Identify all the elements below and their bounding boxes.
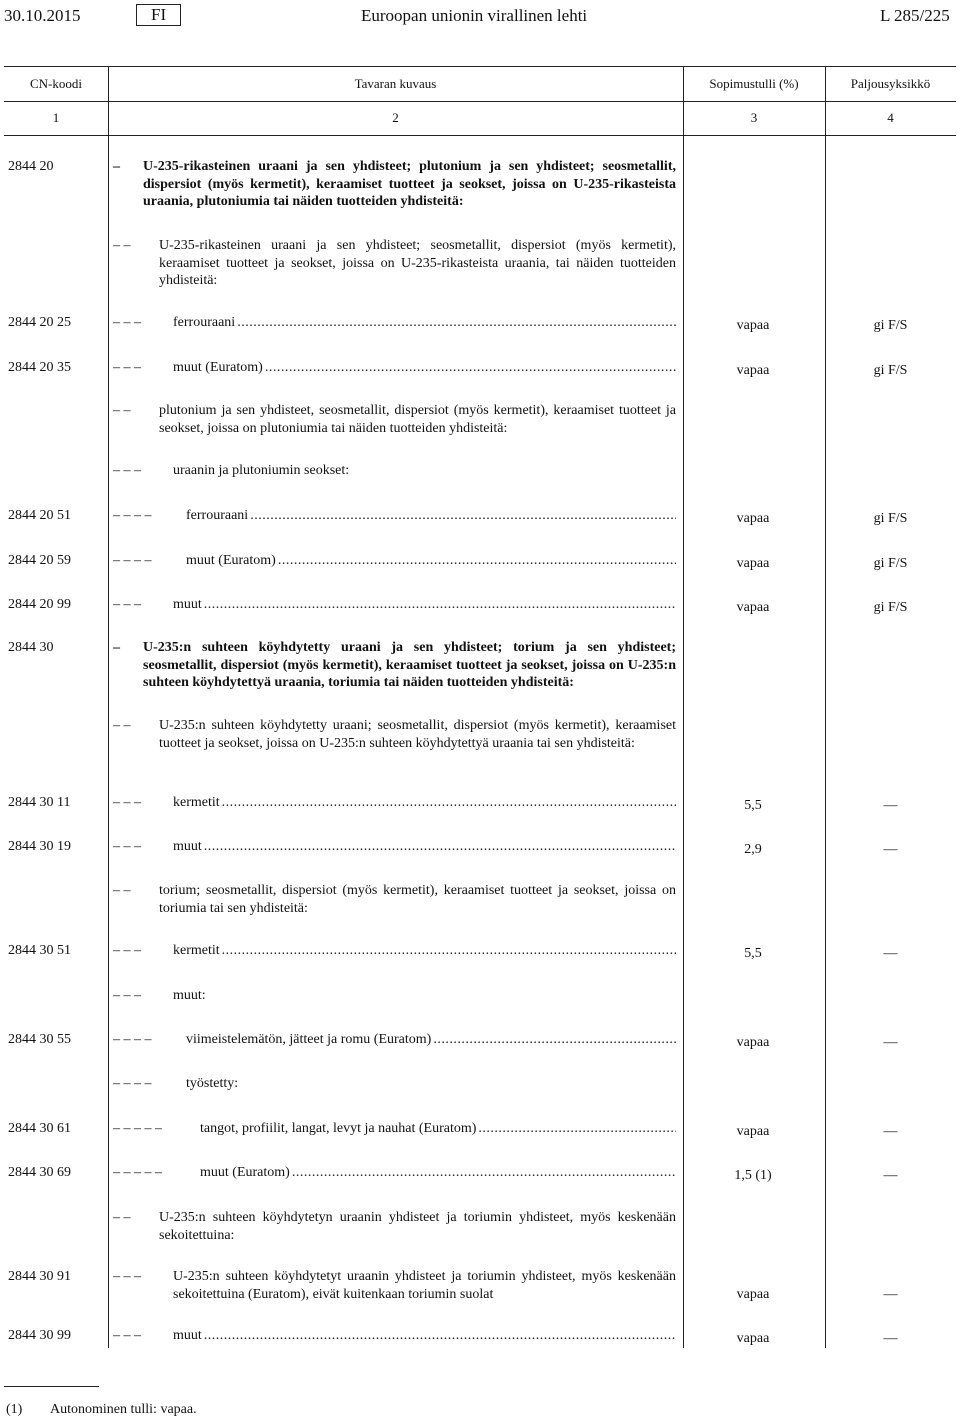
supplementary-unit: gi F/S xyxy=(873,318,908,333)
supplementary-unit: — xyxy=(883,1168,898,1183)
dot-leader xyxy=(204,838,676,856)
duty-rate: 5,5 xyxy=(744,946,762,961)
duty-rate: vapaa xyxy=(736,1287,770,1302)
description-text: torium; seosmetallit, dispersiot (myös kermetit), keraamiset tuotteet ja seokset, joissa on toriumia tai sen yhdisteitä: xyxy=(159,883,676,916)
cn-code: 2844 20 35 xyxy=(8,360,71,375)
supplementary-unit: — xyxy=(883,798,898,813)
dash-indent: – – – xyxy=(113,1328,141,1343)
cn-code: 2844 30 51 xyxy=(8,943,71,958)
description xyxy=(113,639,676,692)
supplementary-unit: gi F/S xyxy=(873,363,908,378)
description xyxy=(113,987,676,1005)
description-text: viimeistelemätön, jätteet ja romu (Euratom) xyxy=(186,1032,432,1047)
col-cn-header: CN-koodi xyxy=(30,76,82,91)
dash-indent: – – – xyxy=(113,943,141,958)
dot-leader xyxy=(222,794,676,812)
description-text: työstetty: xyxy=(186,1076,239,1091)
col-number-4: 4 xyxy=(887,110,894,125)
dash-indent: – – – xyxy=(113,463,141,478)
description xyxy=(113,1268,676,1303)
duty-rate: 2,9 xyxy=(744,842,762,857)
duty-rate: vapaa xyxy=(736,363,770,378)
dash-indent: – – xyxy=(113,1210,131,1225)
cn-code: 2844 30 xyxy=(8,640,54,655)
dot-leader xyxy=(237,314,676,332)
column-divider xyxy=(825,66,826,1348)
cn-code: 2844 30 61 xyxy=(8,1121,71,1136)
description-text: U-235:n suhteen köyhdytetty uraani ja sen yhdisteet; torium ja sen yhdisteet; seosmetallit, dispersiot (myös kermetit), keraamiset tuotteet ja seokset, joissa on U-235:n suhteen köyhdytettyä uraania, toriumia tai näiden tuotteiden yhdisteitä: xyxy=(143,640,676,690)
col-desc-header: Tavaran kuvaus xyxy=(354,76,437,91)
description-text: muut (Euratom) xyxy=(173,360,263,375)
dash-indent: – – xyxy=(113,403,131,418)
supplementary-unit: — xyxy=(883,842,898,857)
description-text: U-235:n suhteen köyhdytetyn uraanin yhdisteet ja toriumin yhdisteet, myös keskenään sekoitettuina: xyxy=(159,1210,676,1243)
description-text: muut (Euratom) xyxy=(200,1165,290,1180)
cn-code: 2844 20 25 xyxy=(8,315,71,330)
description xyxy=(113,1327,676,1345)
duty-rate: vapaa xyxy=(736,1124,770,1139)
table-header xyxy=(4,66,956,136)
description-text: tangot, profiilit, langat, levyt ja nauhat (Euratom) xyxy=(200,1121,477,1136)
description xyxy=(113,717,676,752)
description xyxy=(113,1031,676,1049)
supplementary-unit: — xyxy=(883,1124,898,1139)
language-badge: FI xyxy=(136,4,181,26)
footnote-divider xyxy=(4,1386,99,1387)
duty-rate: vapaa xyxy=(736,318,770,333)
dash-indent: – – – xyxy=(113,597,141,612)
description xyxy=(113,1120,676,1138)
description-text: muut xyxy=(173,597,202,612)
duty-rate: vapaa xyxy=(736,511,770,526)
col-unit-header: Paljousyksikkö xyxy=(850,76,931,91)
description-text: muut: xyxy=(173,988,206,1003)
duty-rate: 1,5 (1) xyxy=(734,1168,772,1183)
description xyxy=(113,402,676,437)
description xyxy=(113,596,676,614)
dash-indent: – – – xyxy=(113,315,141,330)
dash-indent: – – – xyxy=(113,839,141,854)
supplementary-unit: gi F/S xyxy=(873,556,908,571)
dot-leader xyxy=(204,596,676,614)
col-number-2: 2 xyxy=(392,110,399,125)
description xyxy=(113,838,676,856)
dash-indent: – – – – xyxy=(113,1076,152,1091)
supplementary-unit: gi F/S xyxy=(873,600,908,615)
cn-code: 2844 30 91 xyxy=(8,1269,71,1284)
description-text: plutonium ja sen yhdisteet, seosmetallit, dispersiot (myös kermetit), keraamiset tuotteet ja seokset, joissa on plutoniumia tai näiden tuotteiden yhdisteitä: xyxy=(159,403,676,436)
dash-indent: – – – – – xyxy=(113,1165,162,1180)
description xyxy=(113,552,676,570)
dash-indent: – – – – xyxy=(113,508,152,523)
column-divider xyxy=(683,66,684,1348)
description-text: uraanin ja plutoniumin seokset: xyxy=(173,463,350,478)
supplementary-unit: — xyxy=(883,946,898,961)
description xyxy=(113,882,676,917)
footnote-text: Autonominen tulli: vapaa. xyxy=(50,1402,197,1417)
journal-title: Euroopan unionin virallinen lehti xyxy=(361,6,588,25)
duty-rate: vapaa xyxy=(736,1035,770,1050)
dot-leader xyxy=(265,359,676,377)
supplementary-unit: — xyxy=(883,1035,898,1050)
description xyxy=(113,158,676,211)
supplementary-unit: — xyxy=(883,1287,898,1302)
description-text: U-235:n suhteen köyhdytetty uraani; seosmetallit, dispersiot (myös kermetit), keraamiset tuotteet ja seokset, joissa on U-235:n suhteen köyhdytettyä uraania tai sen yhdisteitä: xyxy=(159,718,676,751)
dash-indent: – xyxy=(113,159,120,174)
footnote-mark: (1) xyxy=(6,1402,23,1417)
cn-code: 2844 20 xyxy=(8,159,54,174)
dot-leader xyxy=(204,1327,676,1345)
description-text: muut xyxy=(173,1328,202,1343)
cn-code: 2844 30 99 xyxy=(8,1328,71,1343)
dash-indent: – – – – xyxy=(113,553,152,568)
dash-indent: – – xyxy=(113,883,131,898)
description xyxy=(113,1164,676,1182)
dot-leader xyxy=(222,942,676,960)
description-text: U-235-rikasteinen uraani ja sen yhdisteet; plutonium ja sen yhdisteet; seosmetallit, dispersiot (myös kermetit), keraamiset tuotteet ja seokset, joissa on U-235-rikasteista uraania, plutoniumia tai näiden tuotteiden yhdisteitä: xyxy=(143,159,676,209)
duty-rate: vapaa xyxy=(736,556,770,571)
page-number: L 285/225 xyxy=(880,6,950,25)
col-duty-header: Sopimustulli (%) xyxy=(709,76,799,91)
column-divider xyxy=(108,66,109,1348)
dot-leader xyxy=(478,1120,676,1138)
description xyxy=(113,942,676,960)
supplementary-unit: gi F/S xyxy=(873,511,908,526)
dash-indent: – – – xyxy=(113,360,141,375)
duty-rate: 5,5 xyxy=(744,798,762,813)
description-text: U-235-rikasteinen uraani ja sen yhdisteet; seosmetallit, dispersiot (myös kermetit), keraamiset tuotteet ja seokset, joissa on U-235-rikasteista uraania, tai näiden tuotteiden yhdisteitä: xyxy=(159,238,676,288)
description xyxy=(113,237,676,290)
dot-leader xyxy=(278,552,676,570)
description xyxy=(113,1209,676,1244)
cn-code: 2844 30 11 xyxy=(8,795,71,810)
dash-indent: – – – xyxy=(113,795,141,810)
description-text: U-235:n suhteen köyhdytetyt uraanin yhdisteet ja toriumin yhdisteet, myös keskenään sekoitettuina (Euratom), eivät kuitenkaan toriumin suolat xyxy=(173,1269,676,1302)
dash-indent: – – – xyxy=(113,1269,141,1284)
cn-code: 2844 20 51 xyxy=(8,508,71,523)
description-text: kermetit xyxy=(173,795,220,810)
col-number-3: 3 xyxy=(750,110,758,125)
duty-rate: vapaa xyxy=(736,1331,770,1346)
description xyxy=(113,314,676,332)
dash-indent: – – xyxy=(113,718,131,733)
description-text: ferrouraani xyxy=(173,315,236,330)
cn-code: 2844 30 55 xyxy=(8,1032,71,1047)
description xyxy=(113,359,676,377)
publication-date: 30.10.2015 xyxy=(4,6,81,25)
dash-indent: – – xyxy=(113,238,131,253)
description xyxy=(113,1075,676,1093)
page-header xyxy=(0,0,960,34)
description-text: kermetit xyxy=(173,943,220,958)
description xyxy=(113,794,676,812)
dot-leader xyxy=(250,507,676,525)
duty-rate: vapaa xyxy=(736,600,770,615)
description-text: muut (Euratom) xyxy=(186,553,276,568)
cn-code: 2844 20 59 xyxy=(8,553,71,568)
dash-indent: – xyxy=(113,640,120,655)
description xyxy=(113,462,676,480)
footnote xyxy=(6,1402,197,1418)
description xyxy=(113,507,676,525)
supplementary-unit: — xyxy=(883,1331,898,1346)
description-text: ferrouraani xyxy=(186,508,249,523)
dash-indent: – – – – – xyxy=(113,1121,162,1136)
description-text: muut xyxy=(173,839,202,854)
cn-code: 2844 30 69 xyxy=(8,1165,71,1180)
dash-indent: – – – xyxy=(113,988,141,1003)
col-number-1: 1 xyxy=(52,110,60,125)
dot-leader xyxy=(433,1031,676,1049)
dot-leader xyxy=(292,1164,676,1182)
cn-code: 2844 20 99 xyxy=(8,597,71,612)
dash-indent: – – – – xyxy=(113,1032,152,1047)
cn-code: 2844 30 19 xyxy=(8,839,71,854)
